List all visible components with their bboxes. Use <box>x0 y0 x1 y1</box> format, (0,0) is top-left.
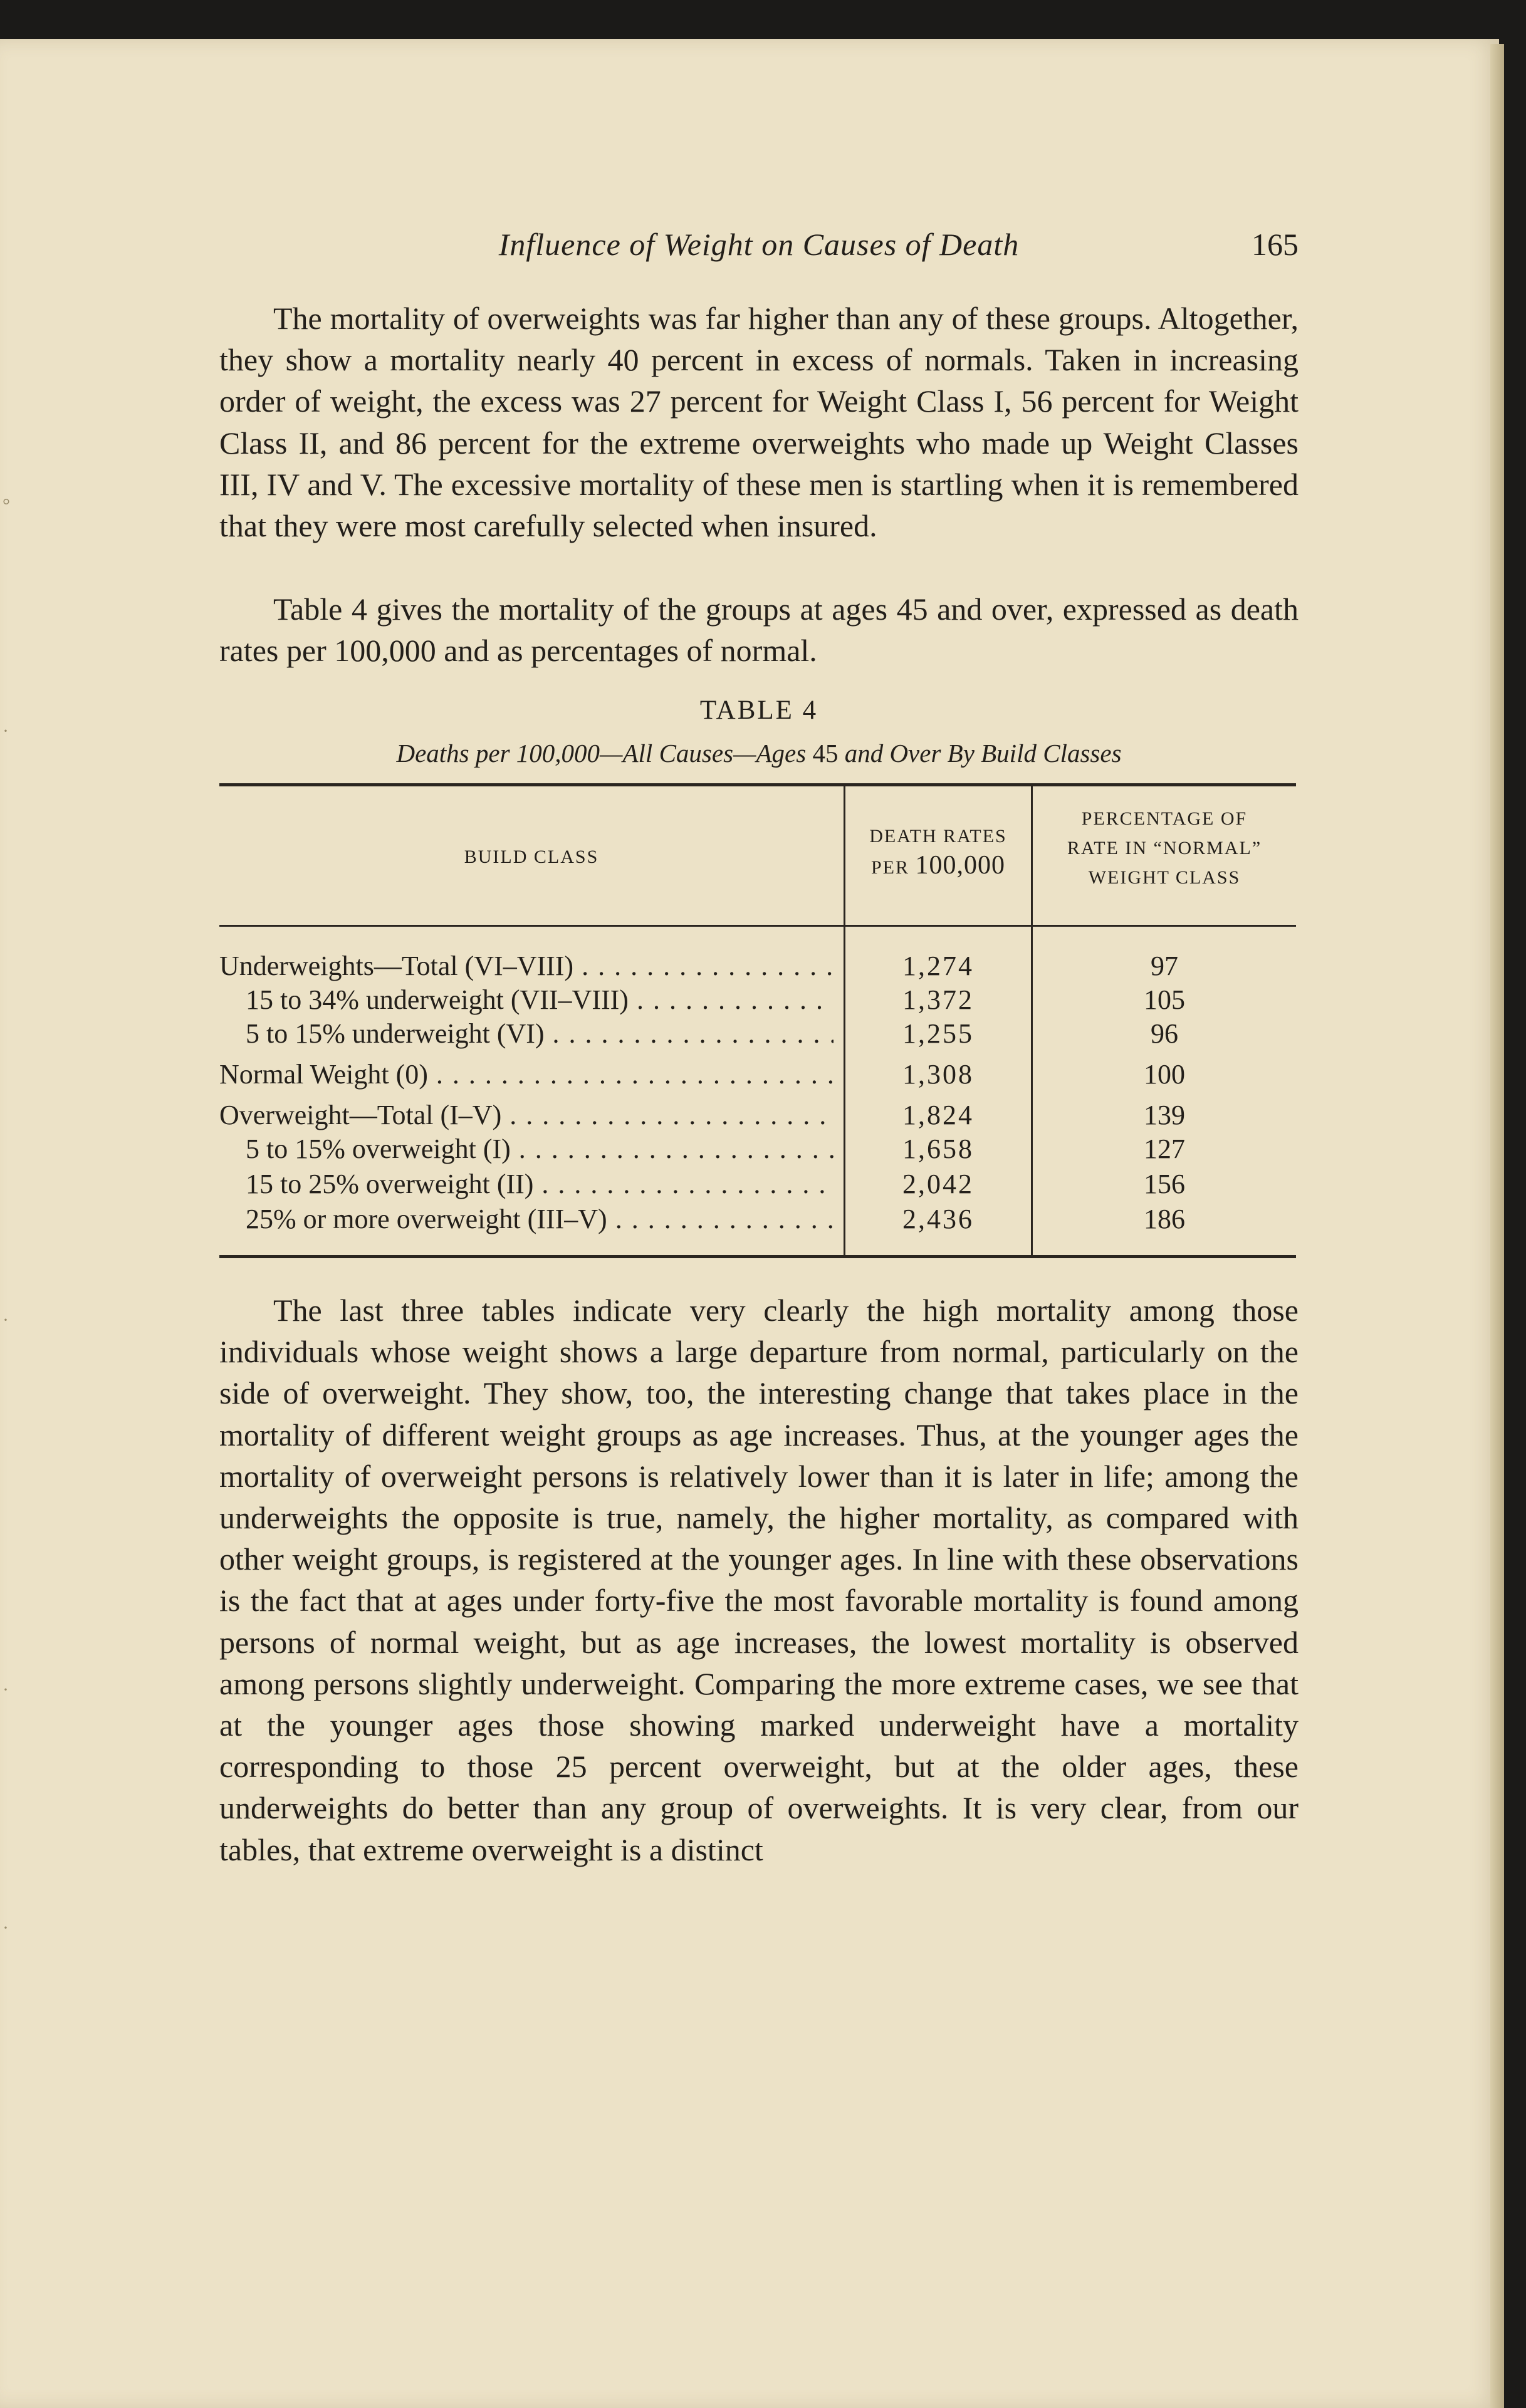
header-percentage-line1: PERCENTAGE OF <box>1081 808 1248 829</box>
row-label: 15 to 25% overweight (II) . . . <box>246 1167 834 1202</box>
subtitle-part: and Over By Build Classes <box>844 739 1122 768</box>
margin-speck: ° <box>3 495 10 516</box>
table-row <box>219 949 1296 984</box>
margin-marks <box>0 0 38 2408</box>
row-percentage: 186 <box>1144 1204 1185 1234</box>
header-build-class: BUILD CLASS <box>464 847 599 867</box>
running-head <box>219 222 1299 266</box>
row-label: 15 to 34% underweight (VII–VIII) . . . <box>246 982 834 1018</box>
subtitle-part: Deaths <box>396 739 469 768</box>
paragraph: The last three tables indicate very clearly the high mortality among those individuals whose weight shows a large departure from normal, particularly on the side of overweight. They show, too, the interesting change that takes place in the mortality of different weight groups as age increases. Thus, at the younger ages the mortality of overweight persons is relatively lower than it is later in life; among the underweights the opposite is true, namely, the higher mortality, as compared with other weight groups, is registered at the younger ages. In line with these observations is the fact that at ages under forty-five the most favorable mortality is found among persons of normal weight, but as age increases, the lowest mortality is observed among persons slightly underweight. Comparing the more extreme cases, we see that at the younger ages those showing marked underweight have a mortality corresponding to those 25 percent overweight, but at the older ages, these underweights do better than any group of overweights. It is very clear, from our tables, that extreme overweight is a distinct <box>219 1293 1299 1867</box>
row-percentage: 139 <box>1144 1100 1185 1130</box>
header-death-rates-per: PER <box>870 857 910 878</box>
table-row <box>219 1098 1296 1133</box>
row-label: 5 to 15% overweight (I) . . . <box>246 1132 834 1167</box>
row-percentage: 100 <box>1144 1059 1185 1090</box>
subtitle-part: 45 <box>812 739 839 768</box>
subtitle-part: per 100,000 <box>475 739 600 768</box>
row-death-rate: 1,372 <box>902 984 974 1015</box>
table-subtitle <box>219 734 1299 772</box>
row-label: 5 to 15% underweight (VI) . . . <box>246 1016 834 1051</box>
table-header-rule <box>219 925 1296 927</box>
row-label: 25% or more overweight (III–V) . . . <box>246 1202 834 1237</box>
margin-speck: · <box>3 1917 9 1938</box>
margin-speck: · <box>3 721 9 741</box>
row-death-rate: 1,274 <box>902 951 974 981</box>
row-death-rate: 1,824 <box>902 1100 974 1130</box>
row-death-rate: 2,436 <box>902 1204 974 1234</box>
row-death-rate: 2,042 <box>902 1169 974 1199</box>
row-death-rate: 1,658 <box>902 1134 974 1164</box>
row-percentage: 127 <box>1144 1134 1185 1164</box>
page-edge <box>1490 44 1504 2408</box>
row-percentage: 96 <box>1151 1018 1178 1049</box>
table-row <box>219 982 1296 1018</box>
header-death-rates-line1: DEATH RATES <box>869 826 1007 847</box>
table-title: TABLE 4 <box>699 696 818 725</box>
row-death-rate: 1,255 <box>902 1018 974 1049</box>
table-bottom-rule <box>219 1255 1296 1258</box>
table-row <box>219 1057 1296 1092</box>
row-percentage: 156 <box>1144 1169 1185 1199</box>
header-percentage <box>1033 804 1296 892</box>
paragraph: Table 4 gives the mortality of the groups at ages 45 and over, expressed as death rates per 100,000 and as percentages of normal. <box>219 592 1299 669</box>
row-percentage: 105 <box>1144 984 1185 1015</box>
table-row <box>219 1167 1296 1202</box>
table-top-rule <box>219 783 1296 786</box>
table-row <box>219 1202 1296 1237</box>
margin-speck: · <box>3 1310 9 1330</box>
subtitle-part: —All Causes—Ages <box>600 739 807 768</box>
row-label: Normal Weight (0) . . . <box>219 1057 834 1092</box>
page-number: 165 <box>1252 227 1299 262</box>
row-label: Overweight—Total (I–V) . . . <box>219 1098 834 1133</box>
table-row <box>219 1016 1296 1051</box>
table-row <box>219 1132 1296 1167</box>
running-title: Influence of Weight on Causes of Death <box>498 227 1020 262</box>
header-death-rates-number: 100,000 <box>915 851 1006 880</box>
margin-speck: · <box>3 1679 9 1700</box>
header-percentage-line3: WEIGHT CLASS <box>1088 867 1241 888</box>
row-label: Underweights—Total (VI–VIII) . . . <box>219 949 834 984</box>
header-death-rates <box>845 822 1031 882</box>
row-percentage: 97 <box>1151 951 1178 981</box>
row-death-rate: 1,308 <box>902 1059 974 1090</box>
paragraph: The mortality of overweights was far higher than any of these groups. Altogether, they show a mortality nearly 40 percent in excess of normals. Taken in increasing order of weight, the excess was 27 percent for Weight Class I, 56 percent for Weight Class II, and 86 percent for the extreme overweights who made up Weight Classes III, IV and V. The excessive mortality of these men is startling when it is remembered that they were most carefully selected when insured. <box>219 301 1299 544</box>
header-percentage-line2: RATE IN “NORMAL” <box>1067 838 1262 858</box>
